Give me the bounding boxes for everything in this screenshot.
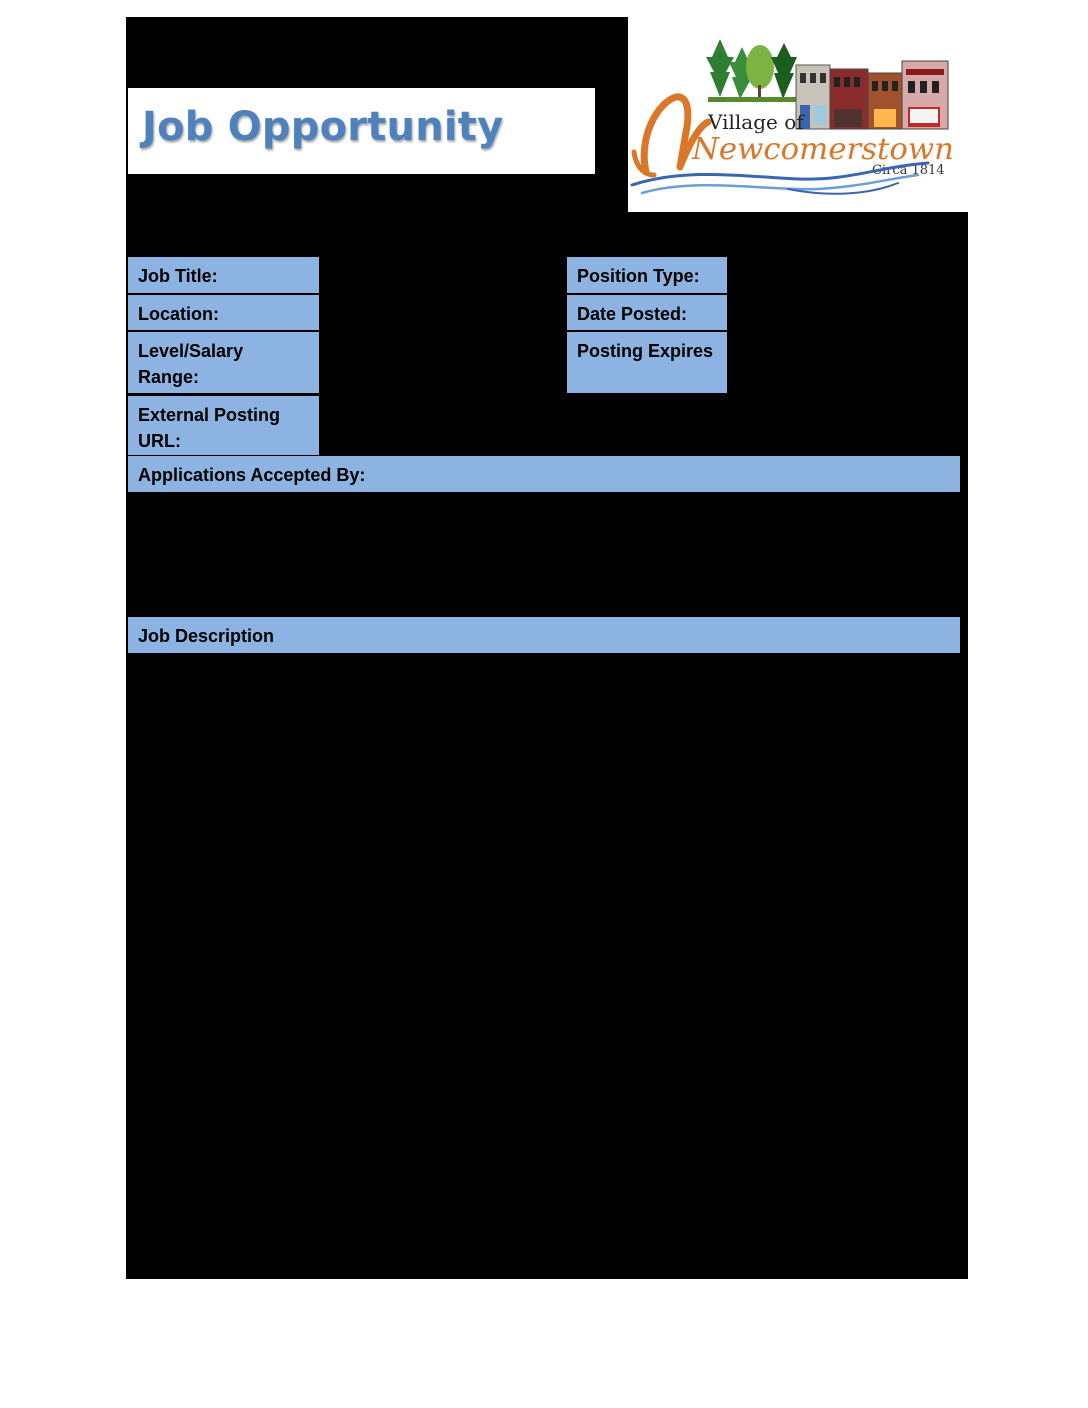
job-description-text: Job Description (138, 626, 275, 646)
position-type-label-text: Position Type: (577, 266, 700, 286)
posting-expires-label-text: Posting Expires (577, 341, 714, 361)
external-posting-url-label-line1: External Posting (138, 405, 281, 425)
logo-circa-text: Circa 1814 (872, 163, 945, 178)
village-logo-graphic (628, 17, 968, 212)
location-label (128, 295, 319, 330)
page-title: Job Opportunity (142, 104, 504, 150)
applications-accepted-by-header (128, 456, 960, 492)
level-salary-label (128, 332, 319, 393)
level-salary-label-line1: Level/Salary (138, 341, 244, 361)
logo-town-name-text: Newcomerstown (690, 132, 954, 167)
job-description-header (128, 617, 960, 653)
job-title-label (128, 257, 319, 293)
applications-accepted-by-text: Applications Accepted By: (138, 465, 366, 485)
date-posted-label (567, 295, 727, 330)
title-box (128, 88, 595, 174)
posting-expires-label (567, 332, 727, 393)
position-type-label (567, 257, 727, 293)
level-salary-label-line2: Range: (138, 367, 200, 387)
trees-illustration (706, 39, 798, 102)
job-title-label-text: Job Title: (138, 266, 218, 286)
village-logo (628, 17, 968, 212)
location-label-text: Location: (138, 304, 219, 324)
logo-village-of-text: Village of (708, 110, 804, 134)
storefront-buildings-illustration (796, 61, 948, 129)
date-posted-label-text: Date Posted: (577, 304, 688, 324)
external-posting-url-label (128, 396, 319, 455)
external-posting-url-label-line2: URL: (138, 431, 181, 451)
